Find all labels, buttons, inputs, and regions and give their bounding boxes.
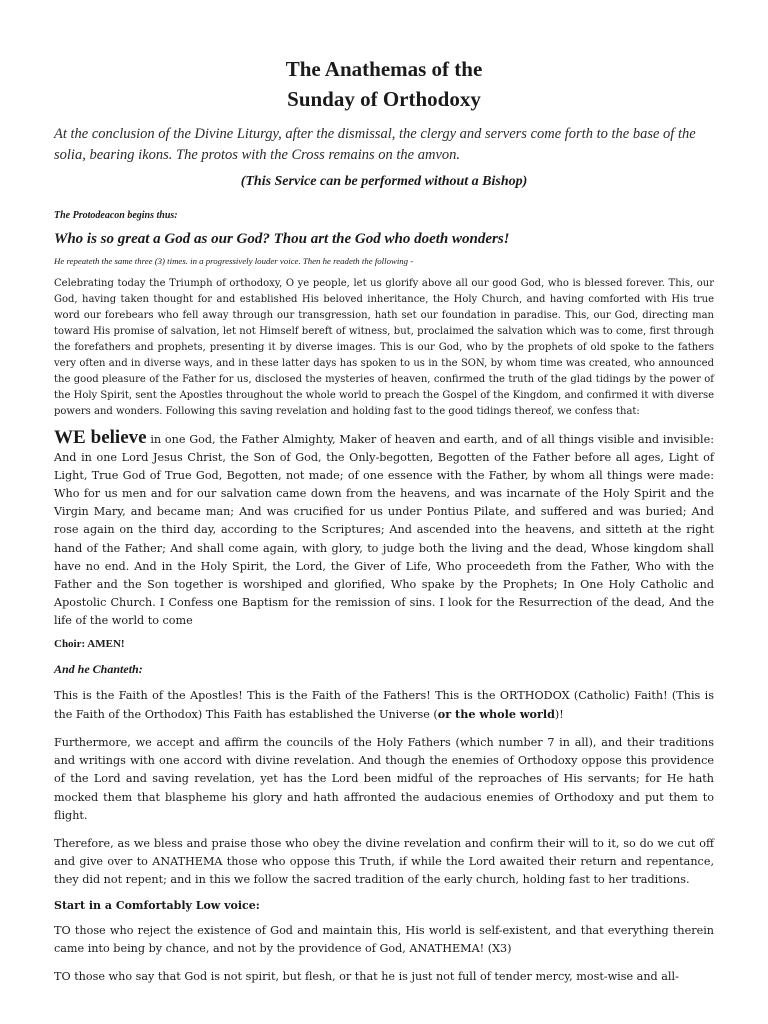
title-line-1: The Anathemas of the bbox=[285, 57, 483, 81]
protodeacon-label: The Protodeacon begins thus: bbox=[54, 210, 178, 221]
anathema-paragraph-2: TO those who say that God is not spirit, but flesh, or that he is just not full of tender mercy, most-wise and all- bbox=[54, 970, 679, 984]
start-low-rubric: Start in a Comfortably Low voice: bbox=[54, 898, 260, 912]
creed-paragraph bbox=[54, 429, 714, 630]
intro-rubric: At the conclusion of the Divine Liturgy, after the dismissal, the clergy and servers come forth to the base of the solia, bearing ikons. The protos with the Cross remains on the amvon. bbox=[54, 126, 696, 163]
faith-paragraph bbox=[54, 687, 714, 724]
faith-text-bold: or the whole world bbox=[437, 707, 555, 722]
anathema-paragraph-1: TO those who reject the existence of God and maintain this, His world is self-existent, and that everything therein came into being by chance, and not by the providence of God, ANATHEMA! (X3) bbox=[54, 923, 714, 956]
chant-label: And he Chanteth: bbox=[54, 662, 143, 677]
proclamation: Who is so great a God as our God? Thou art the God who doeth wonders! bbox=[54, 231, 510, 247]
councils-paragraph: Furthermore, we accept and affirm the councils of the Holy Fathers (which number 7 in all), and their traditions and writings with one accord with divine revelation. And though the enemies of Orthodoxy oppose this providence of the Lord and saving revelation, yet has the Lord been midful of the reproaches of His servants; for He hath mocked them that blaspheme his glory and hath affronted the audacious enemies of Orthodoxy and put them to flight. bbox=[54, 736, 714, 822]
faith-text-after: )! bbox=[554, 708, 564, 722]
repeat-rubric: He repeateth the same three (3) times. in a progressively louder voice. Then he readeth the following - bbox=[54, 256, 414, 266]
celebration-paragraph: Celebrating today the Triumph of orthodoxy, O ye people, let us glorify above all our good God, who is blessed forever. This, our God, having taken thought for and established His beloved inheritance, the Holy Church, and having comforted with His true word our forebears who fell away through our transgression, hath set our foundation in paradise. This, our God, directing man toward His promise of salvation, let not Himself bereft of witness, but, proclaimed the salvation which was to come, first through the forefathers and prophets, presenting it by diverse images. This is our God, who by the prophets of old spoke to the fathers very often and in diverse ways, and in these latter days has spoken to us in the SON, by whom time was created, who announced the good pleasure of the Father for us, disclosed the mysteries of heaven, confirmed the truth of the glad tidings by the power of the Holy Spirit, sent the Apostles throughout the whole world to preach the Gospel of the Kingdom, and confirmed it with diverse powers and wonders. Following this saving revelation and holding fast to the good tidings thereof, we confess that: bbox=[54, 278, 714, 417]
creed-text: in one God, the Father Almighty, Maker of heaven and earth, and of all things visible and invisible: And in one Lord Jesus Christ, the Son of God, the Only-begotten, Begotten of the Father before all ages, Light of Light, True God of True God, Begotten, not made; of one essence with the Father, by whom all things were made: Who for us men and for our salvation came down from the heavens, and was incarnate of the Holy Spirit and the Virgin Mary, and became man; And was crucified for us under Pontius Pilate, and suffered and was buried; And rose again on the third day, according to the Scriptures; And ascended into the heavens, and sitteth at the right hand of the Father; And shall come again, with glory, to judge both the living and the dead, Whose kingdom shall have no end. And in the Holy Spirit, the Lord, the Giver of Life, Who proceedeth from the Father, Who with the Father and the Son together is worshiped and glorified, Who spake by the Prophets; In One Holy Catholic and Apostolic Church. I Confess one Baptism for the remission of sins. I look for the Resurrection of the dead, And the life of the world to come bbox=[54, 433, 714, 627]
document-content bbox=[54, 54, 714, 986]
document-title bbox=[54, 54, 714, 114]
faith-text-before: This is the Faith of the Apostles! This is the Faith of the Fathers! This is the ORTHODOX (Catholic) Faith! (This is the Faith of the Orthodox) This Faith has established the Universe ( bbox=[54, 689, 714, 722]
creed-lead: WE believe bbox=[54, 427, 147, 448]
therefore-paragraph: Therefore, as we bless and praise those who obey the divine revelation and confirm their will to it, so do we cut off and give over to ANATHEMA those who oppose this Truth, if while the Lord awaited their return and repentance, they did not repent; and in this we follow the sacred tradition of the early church, holding fast to her traditions. bbox=[54, 836, 714, 886]
choir-response: Choir: AMEN! bbox=[54, 638, 125, 651]
title-line-2: Sunday of Orthodoxy bbox=[287, 87, 481, 111]
service-note: (This Service can be performed without a Bishop) bbox=[240, 174, 528, 189]
